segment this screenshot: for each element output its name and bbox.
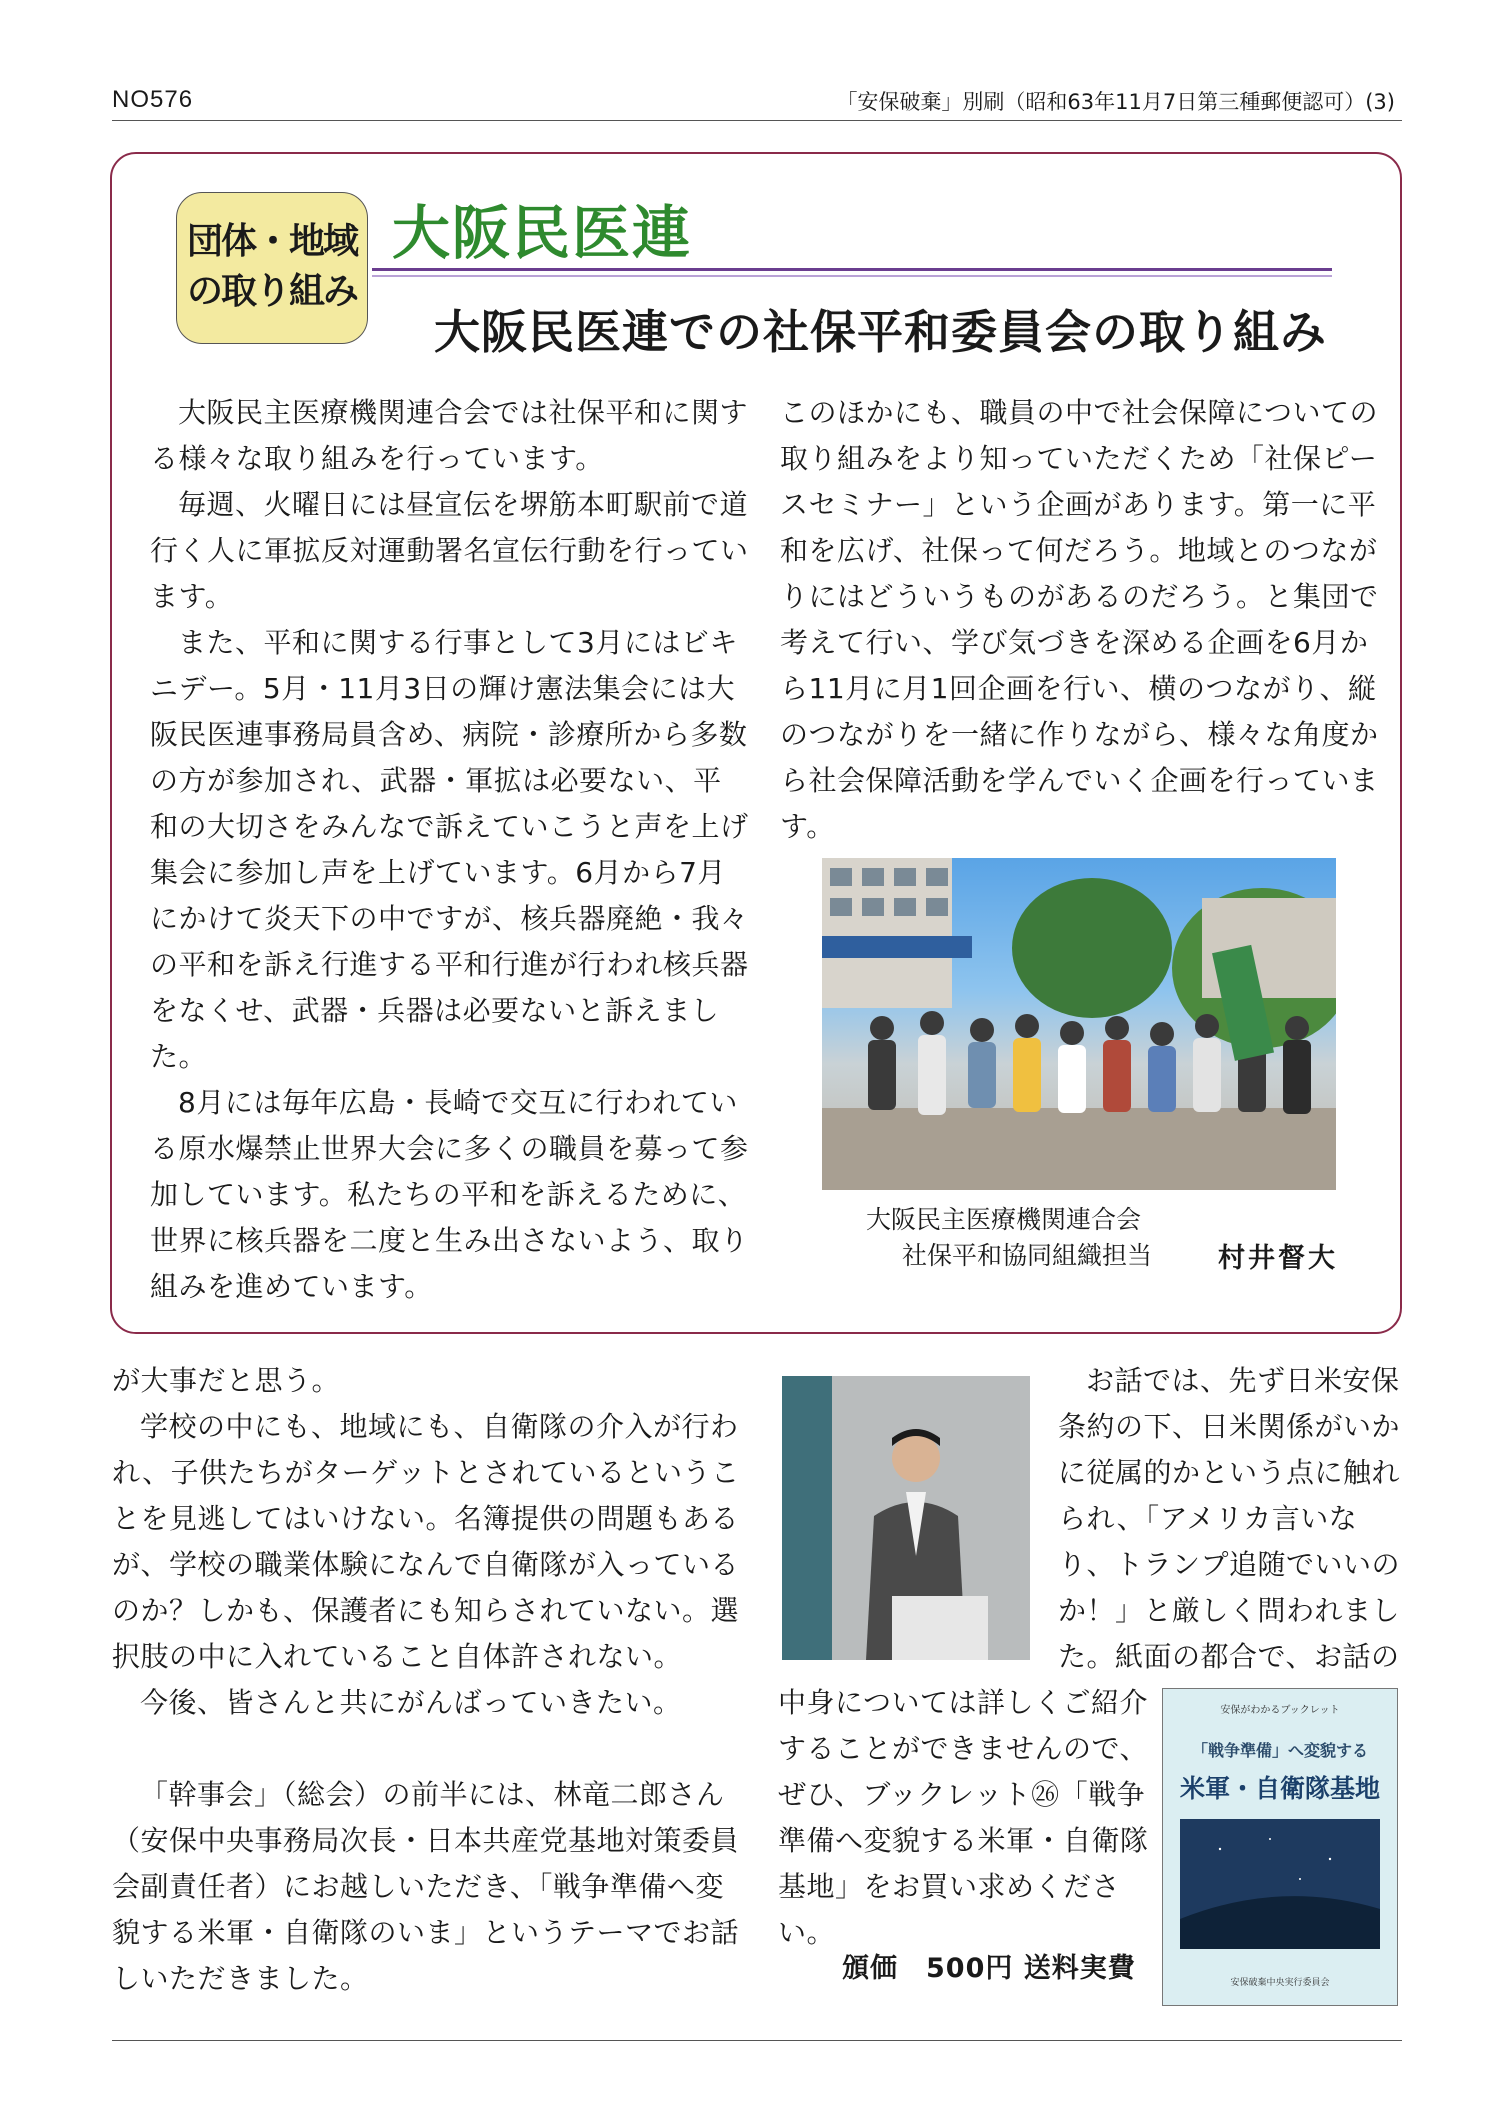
section-badge: [176, 192, 368, 344]
booklet-series: 安保がわかるブックレット: [1220, 1705, 1340, 1716]
booklet-publisher: 安保破棄中央実行委員会: [1230, 1978, 1330, 1988]
paragraph: 今後、皆さんと共にがんばっていきたい。: [140, 1686, 682, 1719]
booklet-subtitle: 「戦争準備」へ変貌する: [1191, 1741, 1368, 1760]
lower-right-column: [1058, 1358, 1402, 1680]
speaker-photo: [782, 1376, 1030, 1660]
paragraph: お話では、先ず日米安保条約の下、日米関係がいかに従属的かという点に触れられ、「アメリカ言いなり、トランプ追随でいいのか！」と厳しく問われました。紙面の都合で、お話の: [1058, 1364, 1401, 1673]
paragraph: 8月には毎年広島・長崎で交互に行われている原水爆禁止世界大会に多くの職員を募って参加しています。私たちの平和を訴えるために、世界に核兵器を二度と生み出さないよう、取り組みを進めています。: [150, 1086, 749, 1303]
article-title: 大阪民医連での社保平和委員会の取り組み: [434, 305, 1327, 359]
feature-left-column: [150, 390, 750, 1310]
booklet-image: [1180, 1819, 1380, 1949]
paragraph: 大阪民主医療機関連合会では社保平和に関する様々な取り組みを行っています。: [150, 396, 749, 475]
badge-line-1: 団体・地域: [186, 221, 357, 262]
paragraph: また、平和に関する行事として3月にはビキニデー。5月・11月3日の輝け憲法集会には大阪民医連事務局員含め、病院・診療所から多数の方が参加され、武器・軍拡は必要ない、平和の大切さをみんなで訴えていこうと声を上げ集会に参加し声を上げています。6月から7月にかけて炎天下の中ですが、核兵器廃絶・我々の平和を訴え行進する平和行進が行われ核兵器をなくせ、武器・兵器は必要ないと訴えました。: [150, 626, 749, 1073]
paragraph: 学校の中にも、地域にも、自衛隊の介入が行われ、子供たちがターゲットとされているということを見逃してはいけない。名簿提供の問題もあるが、学校の職業体験になんで自衛隊が入っているのか？しかも、保護者にも知らされていない。選択肢の中に入れていること自体許されない。: [112, 1410, 740, 1673]
footer-rule: [112, 2040, 1402, 2041]
booklet-cover: [1162, 1688, 1398, 2006]
lower-left-column: [112, 1358, 740, 2002]
group-photo: [822, 858, 1336, 1190]
paragraph: が大事だと思う。: [112, 1364, 341, 1397]
title-rule-light: [372, 275, 1332, 277]
title-rule: [372, 268, 1332, 271]
header-rule: [112, 120, 1402, 121]
badge-line-2: の取り組み: [186, 271, 357, 312]
paragraph: このほかにも、職員の中で社会保障についての取り組みをより知っていただくため「社保ピースセミナー」という企画があります。第一に平和を広げ、社保って何だろう。地域とのつながりにはどういうものがあるのだろう。と集団で考えて行い、学び気づきを深める企画を6月から11月に月1回企画を行い、横のつながり、縦のつながりを一緒に作りながら、様々な角度から社会保障活動を学んでいく企画を行っています。: [780, 396, 1379, 843]
issue-number: NO576: [112, 86, 194, 113]
caption-organization: 大阪民主医療機関連合会: [866, 1205, 1142, 1234]
price-label: 頒価 500円 送料実費: [842, 1953, 1136, 1984]
author-name: 村井督大: [1218, 1243, 1338, 1274]
caption-role: 社保平和協同組織担当: [902, 1241, 1153, 1270]
lower-middle-column: [778, 1680, 1150, 1956]
paragraph: 中身については詳しくご紹介することができませんので、ぜひ、ブックレット㉖「戦争準備へ変貌する米軍・自衛隊基地」をお買い求めください。: [778, 1686, 1149, 1949]
feature-right-column: [780, 390, 1380, 850]
paragraph: 毎週、火曜日には昼宣伝を堺筋本町駅前で道行く人に軍拡反対運動署名宣伝行動を行っています。: [150, 488, 749, 613]
publication-info: 「安保破棄」別刷（昭和63年11月7日第三種郵便認可）(3): [836, 90, 1395, 114]
organization-title: 大阪民医連: [392, 199, 693, 267]
paragraph: 「幹事会」（総会）の前半には、林竜二郎さん（安保中央事務局次長・日本共産党基地対策委員会副責任者）にお越しいただき、「戦争準備へ変貌する米軍・自衛隊のいま」というテーマでお話しいただきました。: [112, 1778, 740, 1995]
booklet-title: 米軍・自衛隊基地: [1179, 1774, 1380, 1803]
